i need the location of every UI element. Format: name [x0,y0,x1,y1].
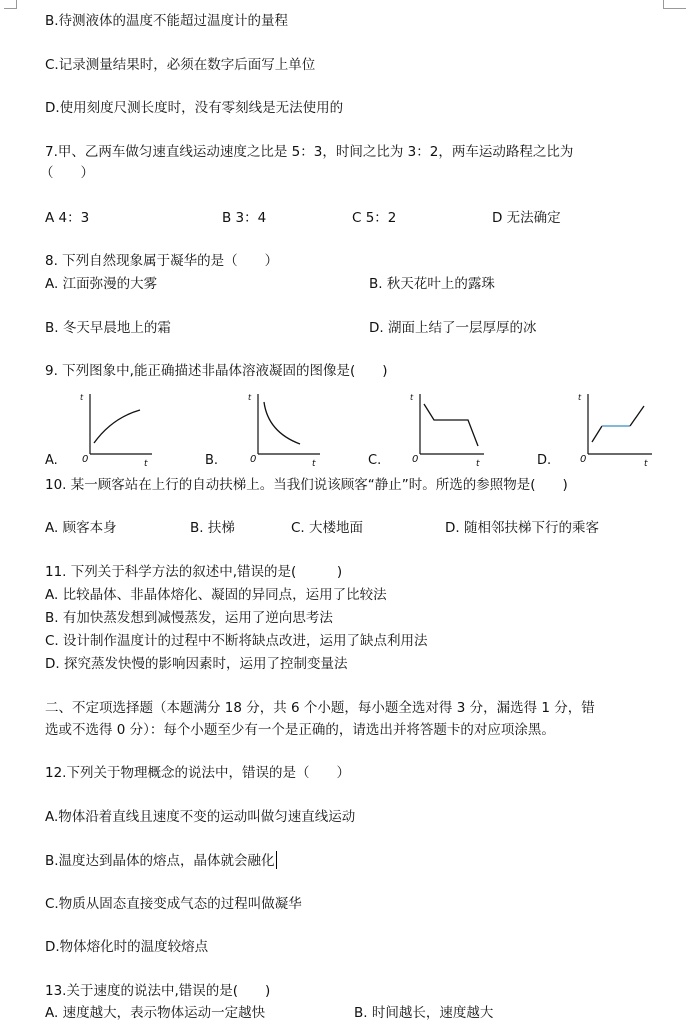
q7-option-c: C 5：2 [352,210,397,226]
q9-graph-b-axis-label: t [248,393,252,402]
q7-answer-blank: （ ） [40,165,94,181]
q12-option-b: B.温度达到晶体的熔点，晶体就会融化 [45,853,275,869]
q7-option-a: A 4：3 [45,210,90,226]
q9-graph-a-origin: 0 [82,454,89,465]
q9-graph-b [236,388,326,470]
section-2-heading-line2: 选或不选得 0 分）：每个小题至少有一个是正确的，请选出并将答题卡的对应项涂黑。 [45,722,555,738]
q12-stem: 12.下列关于物理概念的说法中，错误的是（ ） [45,765,350,781]
q9-option-a-label: A. [45,453,58,468]
q12-option-b-row [45,851,277,870]
page-corner-mark-left [4,0,17,9]
q7-option-b: B 3：4 [222,210,267,226]
q10-option-c: C. 大楼地面 [291,520,364,536]
q10-option-d: D. 随相邻扶梯下行的乘客 [445,520,599,536]
q9-graph-d-axis-label: t [578,393,582,402]
text-cursor [276,851,278,869]
q8-option-d: D. 湖面上结了一层厚厚的冰 [369,320,537,336]
q9-stem: 9. 下列图象中,能正确描述非晶体溶液凝固的图像是( ) [45,363,388,379]
q9-graph-a-axis-label: t [80,393,84,402]
q11-option-d: D. 探究蒸发快慢的影响因素时，运用了控制变量法 [45,656,348,672]
q7-option-d: D 无法确定 [492,210,561,226]
q6-option-d: D.使用刻度尺测长度时，没有零刻线是无法使用的 [45,100,344,116]
q12-option-d: D.物体熔化时的温度较熔点 [45,939,209,955]
q9-graph-c [398,388,490,470]
q11-stem: 11. 下列关于科学方法的叙述中,错误的是( ) [45,564,343,580]
q9-option-b-label: B. [205,453,219,468]
q10-stem: 10. 某一顾客站在上行的自动扶梯上。当我们说该顾客“静止”时。所选的参照物是( ) [45,477,568,493]
q9-graph-c-axis-label: t [410,393,414,402]
q9-graph-d [566,388,658,470]
q8-option-b: B. 秋天花叶上的露珠 [369,276,495,292]
q7-stem: 7.甲、乙两车做匀速直线运动速度之比是 5：3，时间之比为 3：2，两车运动路程之比为 [45,144,574,160]
q6-option-b: B.待测液体的温度不能超过温度计的量程 [45,13,289,29]
q6-option-c: C.记录测量结果时，必须在数字后面写上单位 [45,57,316,73]
q10-option-a: A. 顾客本身 [45,520,117,536]
q12-option-c: C.物质从固态直接变成气态的过程叫做凝华 [45,896,302,912]
q9-graph-d-origin: 0 [580,454,587,465]
section-2-heading-line1: 二、不定项选择题（本题满分 18 分，共 6 个小题，每小题全选对得 3 分，漏选得 1 分，错 [45,700,595,716]
q10-option-b: B. 扶梯 [190,520,235,536]
page-corner-mark-right [663,0,686,9]
q9-graph-a [68,388,158,470]
q9-graph-c-origin: 0 [412,454,419,465]
q9-graph-c-time-label: t [476,459,480,469]
q13-option-a: A. 速度越大，表示物体运动一定越快 [45,1005,266,1021]
q9-graph-d-time-label: t [644,459,648,469]
q8-option-a: A. 江面弥漫的大雾 [45,276,158,292]
q12-option-a: A.物体沿着直线且速度不变的运动叫做匀速直线运动 [45,809,356,825]
q9-option-c-label: C. [368,453,382,468]
q9-graph-b-time-label: t [312,459,316,469]
q11-option-a: A. 比较晶体、非晶体熔化、凝固的异同点，运用了比较法 [45,587,387,603]
q8-stem: 8. 下列自然现象属于凝华的是（ ） [45,253,279,269]
q13-stem: 13.关于速度的说法中,错误的是( ) [45,983,271,999]
q9-option-d-label: D. [537,453,552,468]
q11-option-c: C. 设计制作温度计的过程中不断将缺点改进，运用了缺点利用法 [45,633,428,649]
q8-option-b-second: B. 冬天早晨地上的霜 [45,320,171,336]
q9-graph-b-origin: 0 [250,454,257,465]
q9-graph-a-time-label: t [144,459,148,469]
q13-option-b: B. 时间越长，速度越大 [354,1005,494,1021]
q11-option-b: B. 有加快蒸发想到减慢蒸发，运用了逆向思考法 [45,610,333,626]
